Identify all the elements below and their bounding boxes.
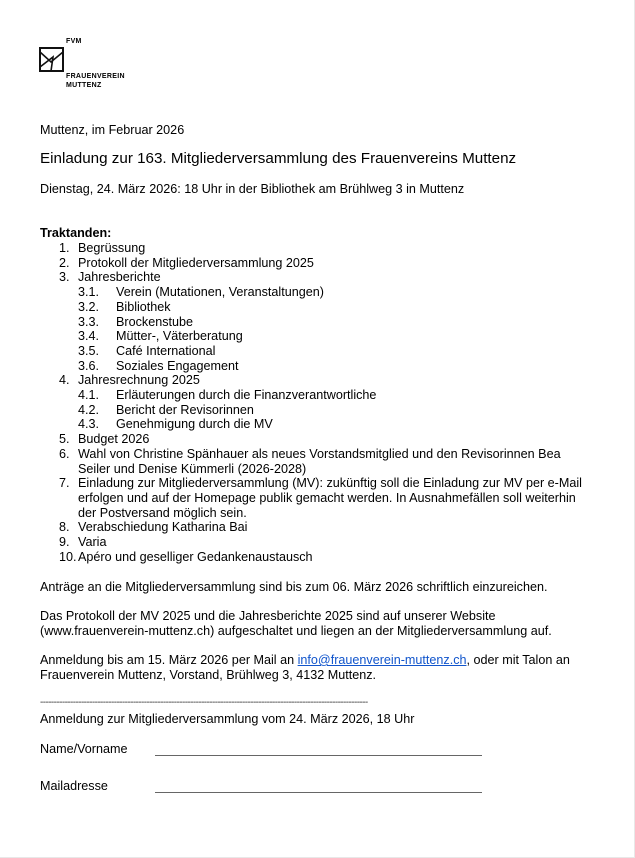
name-field-label: Name/Vorname (40, 742, 128, 756)
agenda-item-number: 4.1. (78, 388, 100, 402)
event-subtitle: Dienstag, 24. März 2026: 18 Uhr in der Bibliothek am Brühlweg 3 in Muttenz (40, 182, 465, 196)
agenda-item-number: 3.2. (78, 299, 100, 314)
logo-emblem-icon (39, 47, 64, 72)
agenda-item-number: 4.3. (78, 417, 100, 432)
motions-note: Anträge an die Mitgliederversammlung sind bis zum 06. März 2026 schriftlich einzureichen. (40, 580, 548, 594)
agenda-item-text: Genehmigung durch die MV (116, 417, 273, 432)
agenda-item-number: 3.6. (78, 358, 100, 373)
agenda-item-text: Verabschiedung Katharina Bai (78, 520, 248, 535)
agenda-item-text-continued: erfolgen und auf der Homepage publik gemacht werden. In Ausnahmefällen soll weiterhin (78, 490, 576, 505)
page-title: Einladung zur 163. Mitgliederversammlung des Frauenvereins Muttenz (40, 150, 517, 167)
agenda-item-text: Wahl von Christine Spänhauer als neues Vorstandsmitglied und den Revisorinnen Bea (78, 446, 561, 461)
agenda-item-text: Apéro und geselliger Gedankenaustausch (78, 549, 313, 564)
logo-name-line1: FRAUENVEREIN (66, 73, 125, 80)
agenda-item-number: 4.2. (78, 402, 100, 417)
agenda-item-text: Mütter-, Väterberatung (116, 329, 243, 344)
logo-name (66, 72, 125, 90)
agenda-item-number: 3.5. (78, 343, 100, 358)
agenda-item-number: 3.4. (78, 329, 100, 344)
agenda-item-text: Einladung zur Mitgliederversammlung (MV): zukünftig soll die Einladung zur MV per e-Mail (78, 476, 582, 491)
agenda-item-text: Bericht der Revisorinnen (116, 402, 254, 417)
agenda-item-text: Jahresberichte (78, 270, 161, 285)
registration-note-line2: Frauenverein Muttenz, Vorstand, Brühlweg 3, 4132 Muttenz. (40, 668, 377, 682)
name-field-line[interactable] (155, 741, 482, 756)
agenda-item-number: 9. (59, 535, 70, 549)
email-link[interactable]: info@frauenverein-muttenz.ch (297, 653, 467, 667)
registration-text: Anmeldung bis am 15. März 2026 per Mail an (40, 653, 298, 667)
agenda-item-text: Brockenstube (116, 314, 194, 329)
protocol-note-line2: (www.frauenverein-muttenz.ch) aufgeschaltet und liegen an der Mitgliederversammlung auf. (40, 624, 552, 638)
agenda-item-text-continued: der Postversand möglich sein. (78, 505, 247, 520)
agenda-item-number: 6. (59, 446, 70, 461)
agenda-item-text: Soziales Engagement (116, 358, 239, 373)
agenda-item-text: Budget 2026 (78, 432, 150, 447)
agenda-item-number: 3.3. (78, 314, 100, 329)
cut-line: ------------------------------------------------------------------------------------------------------------------------ (40, 697, 368, 708)
agenda-item-text-continued: Seiler und Denise Kümmerli (2026-2028) (78, 461, 307, 476)
agenda-item-number: 2. (59, 255, 70, 270)
agenda-item-text: Verein (Mutationen, Veranstaltungen) (116, 285, 324, 300)
agenda-item-text: Varia (78, 535, 107, 549)
agenda-item-number: 5. (59, 432, 70, 447)
agenda-item-number: 7. (59, 476, 70, 491)
agenda-item-text: Erläuterungen durch die Finanzverantwortliche (116, 388, 377, 402)
registration-text-after: , oder mit Talon an (466, 653, 570, 667)
agenda-item-number: 10. (59, 549, 77, 564)
agenda-item-number: 3. (59, 270, 70, 285)
logo-abbr: FVM (66, 38, 82, 45)
agenda-item-text: Café International (116, 343, 216, 358)
agenda-item-text: Protokoll der Mitgliederversammlung 2025 (78, 255, 314, 270)
talon-heading: Anmeldung zur Mitgliederversammlung vom 24. März 2026, 18 Uhr (40, 712, 415, 726)
agenda-item-number: 3.1. (78, 285, 100, 300)
place-date: Muttenz, im Februar 2026 (40, 123, 185, 137)
agenda-item-number: 8. (59, 520, 70, 535)
agenda-item-text: Bibliothek (116, 299, 171, 314)
mail-field-line[interactable] (155, 778, 482, 793)
protocol-note-line1: Das Protokoll der MV 2025 und die Jahresberichte 2025 sind auf unserer Website (40, 609, 496, 623)
logo-name-line2: MUTTENZ (66, 82, 102, 89)
registration-note-line1 (40, 653, 570, 667)
agenda-item-text: Begrüssung (78, 241, 146, 255)
mail-field-label: Mailadresse (40, 779, 108, 793)
agenda-heading: Traktanden: (40, 226, 112, 240)
agenda-item-number: 4. (59, 373, 70, 388)
agenda-item-number: 1. (59, 241, 70, 255)
agenda-item-text: Jahresrechnung 2025 (78, 373, 200, 388)
